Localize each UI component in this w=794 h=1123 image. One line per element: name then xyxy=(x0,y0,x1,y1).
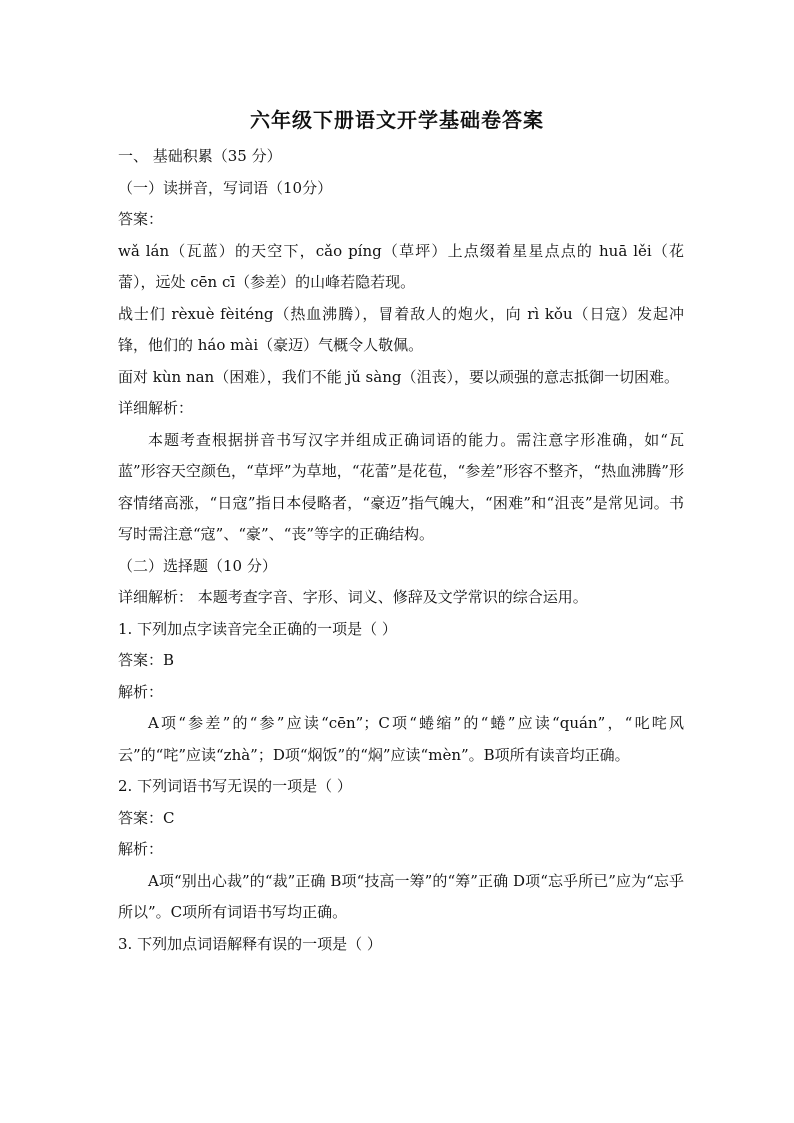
answer-paragraph: 战士们 rèxuè fèiténg（热血沸腾），冒着敌人的炮火，向 rì kǒu（日寇）发起冲锋，他们的 háo mài（豪迈）气概令人敬佩。 xyxy=(118,304,684,354)
section-heading: 一、 基础积累（35 分） xyxy=(118,147,282,165)
question: 1. 下列加点字读音完全正确的一项是（ ） xyxy=(118,619,397,638)
question: 3. 下列加点词语解释有误的一项是（ ） xyxy=(118,934,382,953)
analysis-paragraph: 本题考查根据拼音书写汉字并组成正确词语的能力。需注意字形准确，如“瓦蓝”形容天空颜色，“草坪”为草地，“花蕾”是花苞，“参差”形容不整齐，“热血沸腾”形容情绪高涨，“日寇”指日本侵略者，“豪迈”指气魄大，“困难”和“沮丧”是常见词。书写时需注意“寇”、“豪”、“丧”等字的正确结构。 xyxy=(118,430,684,543)
analysis-label: 详细解析： xyxy=(118,399,194,417)
question-answer: 答案：C xyxy=(118,808,175,827)
subsection-heading: （二）选择题（10 分） xyxy=(118,556,277,575)
analysis-paragraph: A项“别出心裁”的“裁”正确 B项“技高一筹”的“筹”正确 D项“忘乎所已”应为“忘乎所以”。C项所有词语书写均正确。 xyxy=(118,871,684,921)
answer-paragraph: wǎ lán（瓦蓝）的天空下，cǎo píng（草坪）上点缀着星星点点的 huā lěi（花蕾），远处 cēn cī（参差）的山峰若隐若现。 xyxy=(118,241,684,291)
question: 2. 下列词语书写无误的一项是（ ） xyxy=(118,777,352,795)
document-body xyxy=(118,141,684,960)
analysis-paragraph: 详细解析： 本题考查字音、字形、词义、修辞及文学常识的综合运用。 xyxy=(118,588,588,606)
question-answer: 答案：B xyxy=(118,651,175,669)
analysis-label: 解析： xyxy=(118,682,164,701)
analysis-label: 解析： xyxy=(118,840,164,858)
analysis-paragraph: A项“参差”的“参”应读“cēn”；C项“蜷缩”的“蜷”应读“quán”，“叱咤风云”的“咤”应读“zhà”；D项“焖饭”的“焖”应读“mèn”。B项所有读音均正确。 xyxy=(118,714,684,764)
answer-paragraph: 面对 kùn nan（困难），我们不能 jǔ sàng（沮丧），要以顽强的意志抵御一切困难。 xyxy=(118,367,679,386)
subsection-heading: （一）读拼音，写词语（10分） xyxy=(118,178,333,197)
page-title: 六年级下册语文开学基础卷答案 xyxy=(250,108,544,132)
answer-label: 答案： xyxy=(118,210,164,228)
